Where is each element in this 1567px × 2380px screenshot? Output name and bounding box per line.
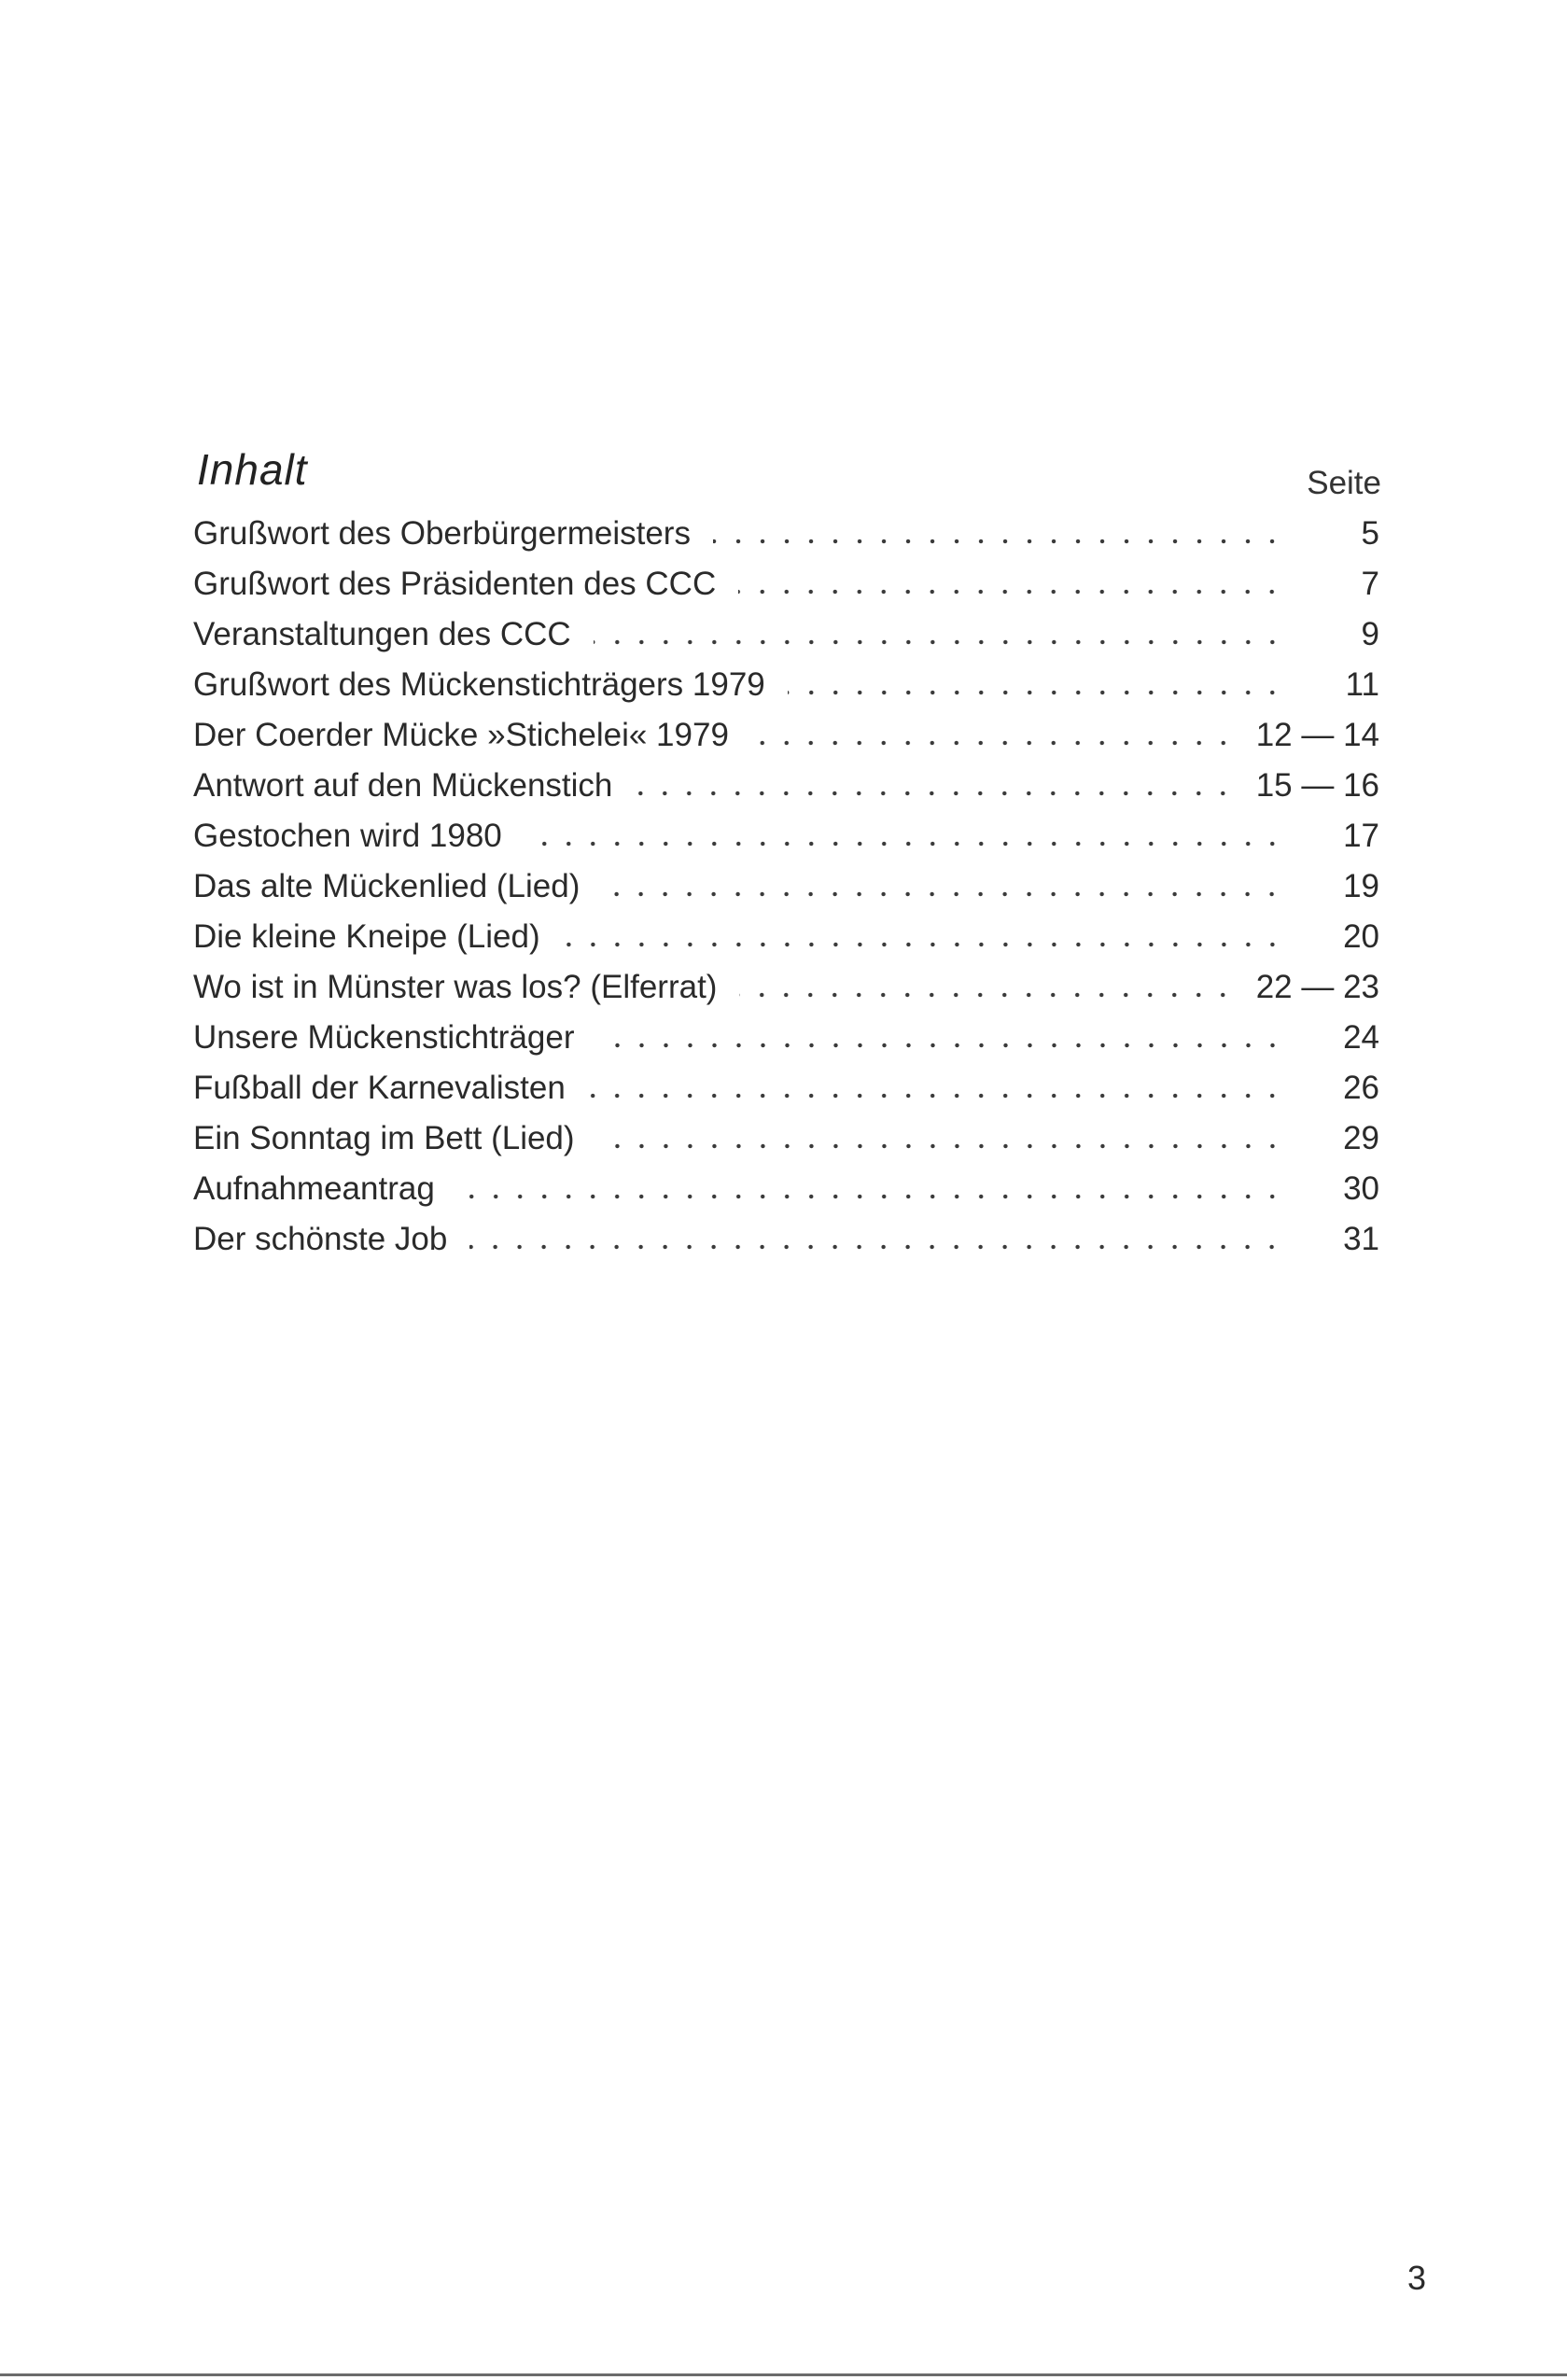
page-number: 3 [1407, 2259, 1427, 2297]
dot-leader [457, 1192, 1284, 1201]
toc-entry-title: Der Coerder Mücke »Stichelei« 1979 [193, 717, 729, 753]
toc-entry [193, 1058, 1383, 1109]
toc-entry-title: Der schönste Job [193, 1221, 448, 1257]
toc-entry [193, 857, 1383, 907]
toc-entry-title: Grußwort des Oberbürgermeisters [193, 515, 691, 552]
toc-entry-page: 11 [1345, 666, 1379, 703]
toc-entry [193, 504, 1383, 554]
toc-entry-title: Grußwort des Mückenstichträgers 1979 [193, 666, 765, 703]
dot-leader [525, 839, 1284, 848]
dot-leader [713, 537, 1284, 546]
dot-leader [751, 738, 1236, 748]
toc-entry-title: Aufnahmeantrag [193, 1170, 435, 1207]
toc-entry [193, 806, 1383, 857]
page-column-header: Seite [1307, 465, 1381, 501]
toc-entry-page: 7 [1361, 566, 1379, 602]
dot-leader [597, 1041, 1285, 1050]
table-of-contents [193, 439, 1383, 1260]
toc-entry-page: 26 [1343, 1070, 1379, 1106]
toc-entry-page: 20 [1343, 918, 1379, 955]
dot-leader [788, 688, 1284, 697]
dot-leader [588, 1091, 1284, 1100]
dot-leader [602, 889, 1284, 899]
toc-entry [193, 1008, 1383, 1058]
toc-entry-title: Gestochen wird 1980 [193, 818, 502, 854]
toc-entry [193, 1159, 1383, 1210]
toc-entries [193, 504, 1383, 1260]
dot-leader [635, 789, 1235, 798]
toc-entry [193, 1210, 1383, 1260]
toc-entry-page: 5 [1361, 515, 1379, 552]
toc-entry-title: Antwort auf den Mückenstich [193, 767, 613, 804]
toc-entry [193, 605, 1383, 655]
toc-entry-page: 19 [1343, 868, 1379, 904]
toc-entry-page: 31 [1343, 1221, 1379, 1257]
dot-leader [597, 1141, 1284, 1151]
toc-entry-page: 29 [1343, 1120, 1379, 1156]
dot-leader [738, 587, 1284, 596]
bottom-edge-rule [0, 2373, 1567, 2376]
toc-header [193, 439, 1383, 504]
toc-entry [193, 655, 1383, 706]
toc-entry-title: Grußwort des Präsidenten des CCC [193, 566, 717, 602]
toc-entry [193, 554, 1383, 605]
toc-entry [193, 958, 1383, 1008]
dot-leader [469, 1242, 1284, 1252]
toc-entry-page: 22 — 23 [1255, 969, 1379, 1005]
toc-entry-title: Wo ist in Münster was los? (Elferrat) [193, 969, 718, 1005]
toc-entry [193, 1109, 1383, 1159]
toc-entry-page: 17 [1343, 818, 1379, 854]
toc-entry-page: 30 [1343, 1170, 1379, 1207]
toc-entry-title: Fußball der Karnevalisten [193, 1070, 566, 1106]
dot-leader [563, 940, 1284, 949]
toc-entry [193, 756, 1383, 806]
toc-title: Inhalt [197, 445, 308, 494]
toc-entry [193, 907, 1383, 958]
toc-entry-page: 15 — 16 [1255, 767, 1379, 804]
toc-entry-title: Unsere Mückenstichträger [193, 1019, 575, 1056]
toc-entry-page: 9 [1361, 616, 1379, 652]
toc-entry-title: Veranstaltungen des CCC [193, 616, 571, 652]
dot-leader [594, 637, 1284, 647]
toc-entry-page: 24 [1343, 1019, 1379, 1056]
toc-entry-title: Die kleine Kneipe (Lied) [193, 918, 540, 955]
toc-entry-title: Ein Sonntag im Bett (Lied) [193, 1120, 575, 1156]
toc-entry-page: 12 — 14 [1255, 717, 1379, 753]
toc-entry-title: Das alte Mückenlied (Lied) [193, 868, 581, 904]
dot-leader [739, 990, 1235, 1000]
toc-entry [193, 706, 1383, 756]
